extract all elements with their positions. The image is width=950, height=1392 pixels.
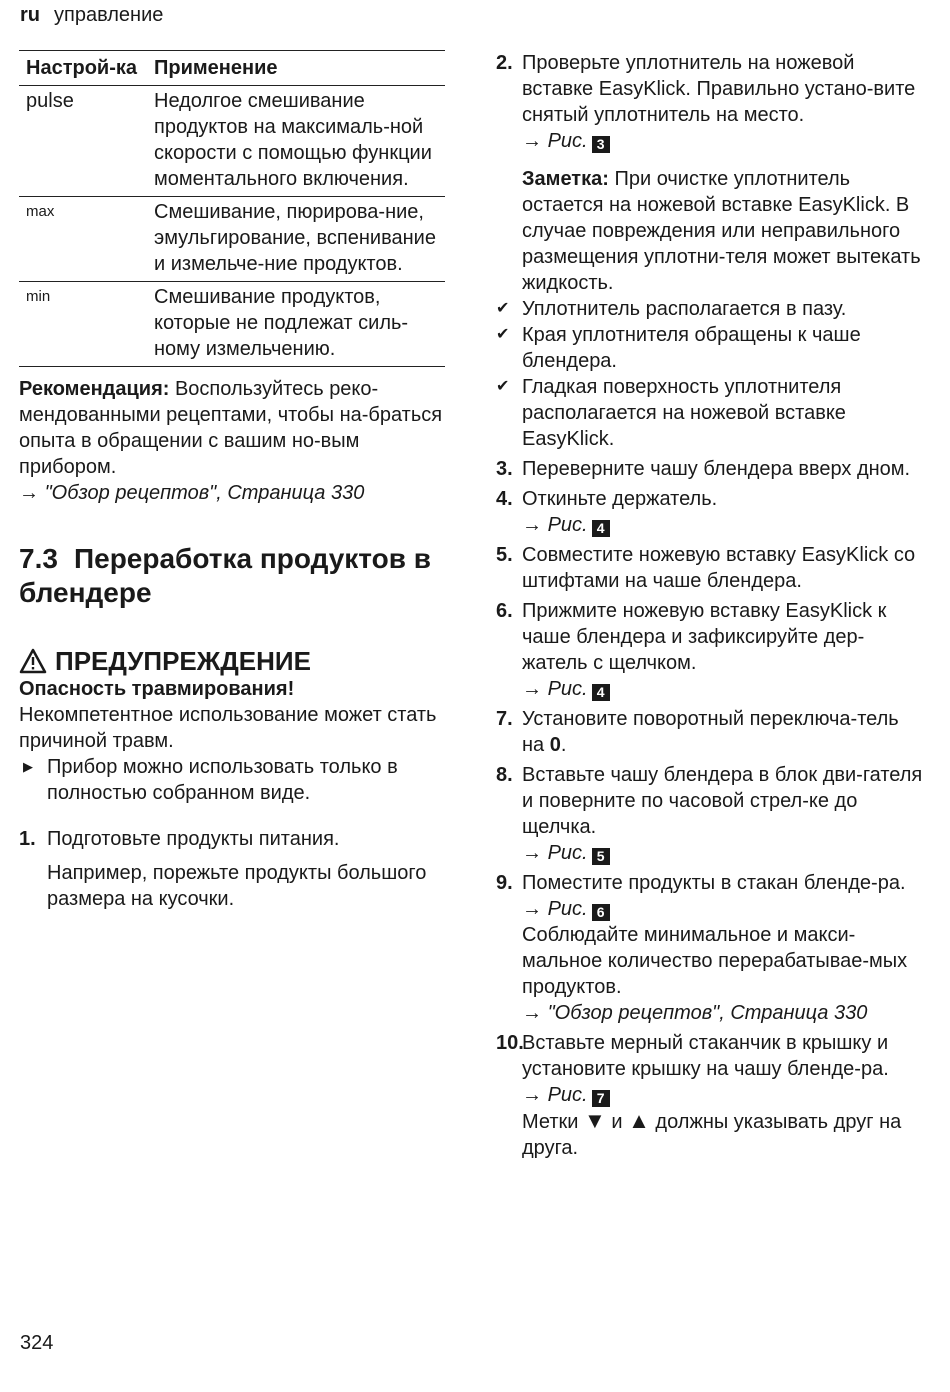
step-4 bbox=[496, 486, 926, 538]
left-column bbox=[19, 50, 445, 912]
step-8 bbox=[496, 762, 926, 866]
figure-number: 6 bbox=[592, 904, 610, 921]
figure-reference[interactable] bbox=[522, 1082, 926, 1108]
figure-reference[interactable] bbox=[522, 128, 926, 154]
step-10 bbox=[496, 1030, 926, 1161]
note bbox=[522, 166, 926, 296]
warning-triangle-icon bbox=[19, 648, 47, 674]
cross-reference-text: "Обзор рецептов", Страница 330 bbox=[44, 482, 365, 504]
figure-label: Рис. bbox=[547, 678, 588, 700]
note-label: Заметка: bbox=[522, 168, 609, 190]
check-item bbox=[496, 374, 926, 452]
check-item bbox=[496, 322, 926, 374]
table-cell-usage: Смешивание продуктов, которые не подлежат силь-ному измельчению. bbox=[154, 286, 409, 360]
check-text: Края уплотнителя обращены к чаше блендера. bbox=[522, 324, 861, 372]
table-row bbox=[19, 86, 445, 197]
check-text: Гладкая поверхность уплотнителя располагается на ножевой вставке EasyKlick. bbox=[522, 376, 846, 450]
step-extra: Например, порежьте продукты большого размера на кусочки. bbox=[47, 862, 427, 910]
step-number: 4. bbox=[496, 488, 513, 510]
step-text-line bbox=[522, 706, 926, 758]
figure-reference[interactable] bbox=[522, 676, 926, 702]
step-5 bbox=[496, 542, 926, 594]
figure-reference[interactable] bbox=[522, 512, 926, 538]
table-header-setting: Настрой-ка bbox=[26, 57, 138, 79]
figure-number: 4 bbox=[592, 520, 610, 537]
language-code: ru bbox=[20, 4, 40, 26]
switch-position: 0 bbox=[549, 734, 561, 756]
step-number: 7. bbox=[496, 708, 513, 730]
step-text: Проверьте уплотнитель на ножевой вставке EasyKlick. Правильно устано-вите снятый уплотнитель на место. bbox=[522, 52, 916, 126]
marks-post: должны указывать друг на друга. bbox=[522, 1111, 902, 1159]
step-text: Вставьте чашу блендера в блок дви-гателя и поверните по часовой стрел-ке до щелчка. bbox=[522, 764, 923, 838]
step-9 bbox=[496, 870, 926, 1026]
step-text-tail: . bbox=[560, 734, 567, 756]
arrow-icon: → bbox=[522, 1002, 542, 1024]
warning-heading bbox=[19, 646, 445, 676]
figure-label: Рис. bbox=[547, 1084, 588, 1106]
step-after-text: Соблюдайте минимальное и макси-мальное количество перерабатывае-мых продуктов. bbox=[522, 924, 908, 998]
warning-subtitle: Опасность травмирования! bbox=[19, 678, 295, 700]
figure-number: 4 bbox=[592, 684, 610, 701]
figure-reference[interactable] bbox=[522, 840, 926, 866]
table-cell-usage: Недолгое смешивание продуктов на максималь-ной скорости с помощью функции моментального включения. bbox=[154, 90, 432, 190]
table-row bbox=[19, 197, 445, 282]
running-header bbox=[20, 2, 163, 28]
figure-number: 7 bbox=[592, 1090, 610, 1107]
step-number: 8. bbox=[496, 764, 513, 786]
step-number: 10. bbox=[496, 1032, 524, 1054]
figure-label: Рис. bbox=[547, 514, 588, 536]
step-text: Установите поворотный переключа-тель на bbox=[522, 708, 899, 756]
header-section: управление bbox=[54, 4, 164, 26]
step-number: 5. bbox=[496, 544, 513, 566]
marks-pre: Метки bbox=[522, 1111, 579, 1133]
table-header-row bbox=[19, 51, 445, 86]
settings-table bbox=[19, 50, 445, 367]
table-cell-setting: min bbox=[26, 288, 51, 305]
warning-text: Некомпетентное использование может стать причиной травм. bbox=[19, 704, 437, 752]
step-1 bbox=[19, 826, 445, 912]
step-number: 1. bbox=[19, 828, 36, 850]
table-cell-usage: Смешивание, пюрирова-ние, эмульгирование, вспенивание и измельче-ние продуктов. bbox=[154, 201, 436, 275]
arrow-icon: → bbox=[522, 1084, 542, 1106]
step-text: Совместите ножевую вставку EasyKlick со штифтами на чаше блендера. bbox=[522, 544, 916, 592]
arrow-icon: → bbox=[522, 130, 542, 152]
step-text: Подготовьте продукты питания. bbox=[47, 828, 340, 850]
bullet-triangle-icon: ▶ bbox=[23, 759, 33, 774]
warning-title: ПРЕДУПРЕЖДЕНИЕ bbox=[55, 646, 311, 676]
figure-label: Рис. bbox=[547, 842, 588, 864]
section-title: Переработка продуктов в блендере bbox=[19, 543, 431, 608]
step-number: 6. bbox=[496, 600, 513, 622]
arrow-icon: → bbox=[522, 514, 542, 536]
recommendation-label: Рекомендация: bbox=[19, 378, 170, 400]
check-item bbox=[496, 296, 926, 322]
table-cell-setting: max bbox=[26, 203, 55, 220]
arrow-icon: → bbox=[19, 482, 39, 504]
step-3 bbox=[496, 456, 926, 482]
recommendation-text: Воспользуйтесь реко-мендованными рецептами, чтобы на-браться опыта в обращении с вашим но-вым прибором. bbox=[19, 378, 443, 478]
step-number: 2. bbox=[496, 52, 513, 74]
arrow-icon: → bbox=[522, 898, 542, 920]
step-number: 3. bbox=[496, 458, 513, 480]
figure-reference[interactable] bbox=[522, 896, 926, 922]
step-text: Переверните чашу блендера вверх дном. bbox=[522, 458, 911, 480]
marks-and: и bbox=[611, 1111, 623, 1133]
note-text: При очистке уплотнитель остается на ножевой вставке EasyKlick. В случае повреждения или неправильного размещения уплотни-теля может вытекать жидкость. bbox=[522, 168, 921, 294]
figure-number: 5 bbox=[592, 848, 610, 865]
check-text: Уплотнитель располагается в пазу. bbox=[522, 298, 847, 320]
step-2 bbox=[496, 50, 926, 296]
table-header-usage: Применение bbox=[154, 57, 278, 79]
table-row bbox=[19, 282, 445, 367]
figure-number: 3 bbox=[592, 136, 610, 153]
table-cell-setting: pulse bbox=[26, 90, 74, 112]
arrow-icon: → bbox=[522, 678, 542, 700]
marks-text bbox=[522, 1108, 926, 1161]
warning-bullet-text: Прибор можно использовать только в полностью собранном виде. bbox=[47, 756, 398, 804]
triangle-up-icon: ▲ bbox=[628, 1108, 650, 1133]
step-text: Откиньте держатель. bbox=[522, 488, 718, 510]
checkmark-icon: ✔ bbox=[496, 378, 510, 395]
triangle-down-icon: ▼ bbox=[584, 1108, 606, 1133]
step-number: 9. bbox=[496, 872, 513, 894]
warning-bullet bbox=[19, 754, 445, 806]
checkmark-icon: ✔ bbox=[496, 300, 510, 317]
cross-reference[interactable] bbox=[522, 1000, 926, 1026]
figure-label: Рис. bbox=[547, 130, 588, 152]
step-text: Поместите продукты в стакан бленде-ра. bbox=[522, 872, 906, 894]
step-text: Прижмите ножевую вставку EasyKlick к чаше блендера и зафиксируйте дер-жатель с щелчком. bbox=[522, 600, 887, 674]
step-6 bbox=[496, 598, 926, 702]
recommendation bbox=[19, 376, 445, 480]
arrow-icon: → bbox=[522, 842, 542, 864]
cross-reference[interactable] bbox=[19, 480, 445, 506]
figure-label: Рис. bbox=[547, 898, 588, 920]
page-number: 324 bbox=[20, 1332, 54, 1354]
section-heading bbox=[19, 542, 445, 610]
right-column bbox=[496, 50, 926, 1161]
section-number: 7.3 bbox=[19, 543, 58, 574]
checkmark-icon: ✔ bbox=[496, 326, 510, 343]
cross-reference-text: "Обзор рецептов", Страница 330 bbox=[547, 1002, 868, 1024]
step-7 bbox=[496, 706, 926, 758]
step-text: Вставьте мерный стаканчик в крышку и установите крышку на чашу бленде-ра. bbox=[522, 1032, 889, 1080]
